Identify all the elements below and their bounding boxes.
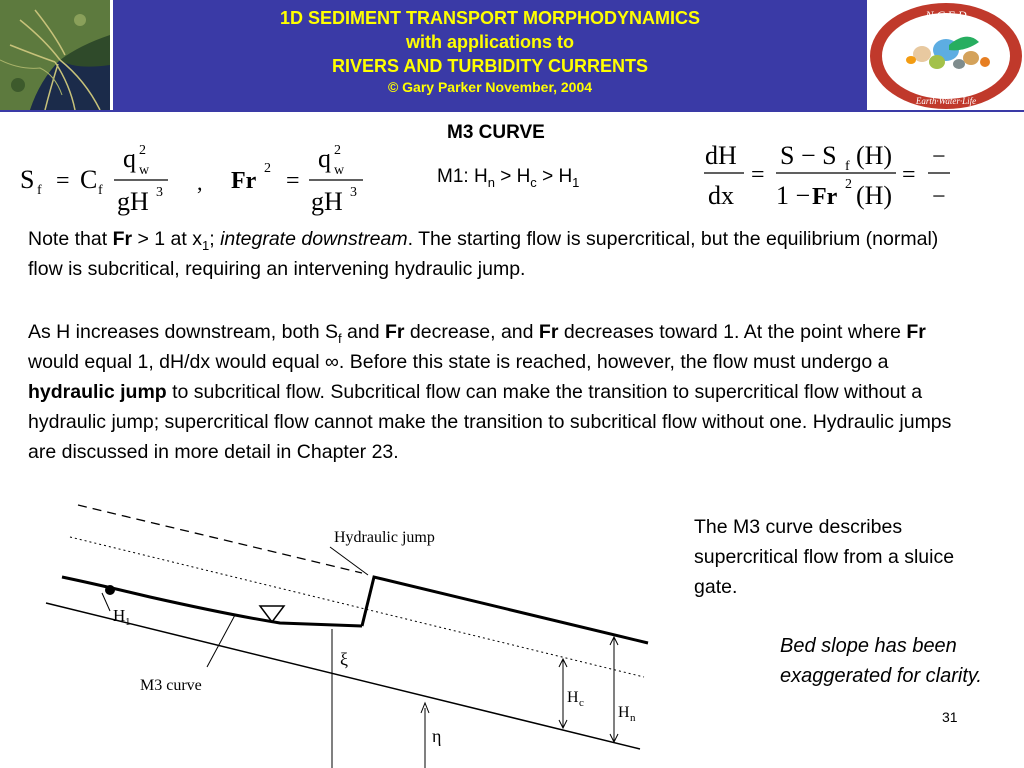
eq1-q-sup: 2 [139, 143, 146, 158]
m3-curve-label: M3 curve [140, 677, 202, 694]
title-banner [113, 0, 867, 110]
eq1-cf-sub: f [98, 183, 103, 198]
course-title: 1D SEDIMENT TRANSPORT MORPHODYNAMICS [279, 8, 701, 28]
eq1-q: q [123, 144, 136, 173]
eq3-numerator-h: (H) [856, 141, 893, 170]
eq2-gh-sup: 3 [350, 185, 357, 200]
eq3-denominator-h: (H) [856, 181, 893, 210]
eq2-gh: gH [311, 187, 343, 216]
eq3-dh: dH [705, 141, 737, 170]
page-number: 31 [942, 709, 958, 725]
hc-label-sub: c [579, 697, 584, 709]
eta-label: η [432, 726, 442, 746]
eq2-fr: Fr [231, 168, 257, 194]
hydraulic-jump-surface [362, 577, 648, 643]
logo-arc-text: Earth·Water·Life [915, 96, 977, 106]
eq3-fr: Fr [812, 184, 838, 210]
bed-slope-note: Bed slope has been exaggerated for clarity. [780, 635, 982, 687]
eq1-q-sub: w [139, 163, 150, 178]
slide-title: M3 CURVE [447, 122, 545, 143]
h1-label: H [113, 606, 126, 625]
eq1-sf-sub: f [37, 183, 42, 198]
hn-label-sub: n [630, 712, 636, 724]
logo-text: N C E D [925, 8, 967, 22]
eq2-q-sub: w [334, 163, 345, 178]
hn-label: H [618, 704, 630, 721]
eq1-gh-sup: 3 [156, 185, 163, 200]
eq1-equals: = [56, 168, 70, 194]
eq1-cf: C [80, 165, 98, 194]
h1-label-sub: 1 [125, 616, 131, 628]
eq2-equals: = [286, 168, 300, 194]
eq3-sf-sub: f [845, 159, 850, 174]
diagram-description: The M3 curve describes supercritical flow from a sluice gate. [694, 516, 955, 598]
copyright-notice: © Gary Parker November, 2004 [387, 79, 593, 95]
slide-header [0, 0, 1024, 113]
dashed-reference-line [78, 505, 362, 573]
sluice-gate-marker [105, 585, 115, 595]
eq3-dx: dx [708, 181, 734, 210]
nced-logo [867, 0, 1024, 112]
m1-relation: M1: $H_n > H_c > H_1$ [437, 166, 580, 190]
eq3-equals: = [751, 162, 765, 188]
hydraulic-jump-label: Hydraulic jump [334, 529, 435, 546]
eq3-s-minus-sf: S − S [780, 141, 837, 170]
eq2-q: q [318, 144, 331, 173]
eq-comma: , [197, 170, 203, 195]
m3-curve-diagram [0, 495, 680, 768]
xi-label: ξ [340, 649, 349, 669]
critical-depth-line [70, 537, 644, 677]
eq2-q-sup: 2 [334, 143, 341, 158]
eq3-sign-denominator: − [932, 184, 946, 210]
h1-arrow [102, 593, 110, 611]
eq2-fr-sup: 2 [264, 161, 271, 176]
eq3-equals-2: = [902, 162, 916, 188]
hc-label: H [567, 689, 579, 706]
eq3-one-minus: 1 − [776, 181, 811, 210]
delta-satellite-image [0, 0, 110, 110]
m3-curve-pointer [207, 615, 235, 667]
paragraph-explanation: As H increases downstream, both $S_f$ and Fr decrease, and Fr decreases toward 1. At the point where Fr would equal 1, dH/dx would equal ∞. Before this state is reached, however, the flow must undergo a hydraulic jump to subcritical flow. Subcritical flow can make the transition to supercritical flow without a hydraulic jump; supercritical flow cannot make the transition to subcritical flow without one. Hydraulic jumps are discussed in more detail in Chapter 23. [28, 321, 952, 463]
eq3-sign-numerator: − [932, 144, 946, 170]
paragraph-note: Note that Fr > 1 at $x_1$; integrate downstream. The starting flow is supercritical, but the equilibrium (normal) flow is subcritical, requiring an intervening hydraulic jump. [28, 228, 939, 280]
eq1-gh: gH [117, 187, 149, 216]
eq3-fr-sup: 2 [845, 177, 852, 192]
course-subtitle-2: RIVERS AND TURBIDITY CURRENTS [331, 56, 649, 76]
eq1-sf: S [20, 165, 35, 194]
hydraulic-jump-pointer [330, 547, 368, 575]
course-subtitle: with applications to [405, 32, 574, 52]
